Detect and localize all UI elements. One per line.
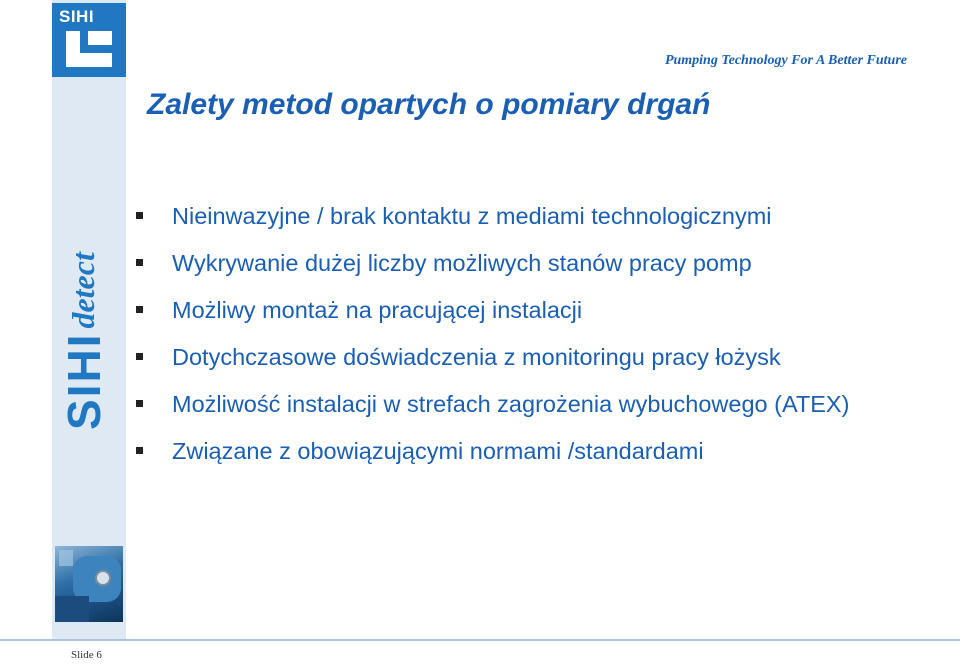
square-bullet-icon	[136, 259, 143, 266]
list-item	[136, 199, 849, 246]
list-item	[136, 434, 849, 481]
square-bullet-icon	[136, 353, 143, 360]
bullet-list	[136, 199, 849, 481]
bullet-text: Związane z obowiązującymi normami /standardami	[172, 438, 704, 464]
square-bullet-icon	[136, 306, 143, 313]
footer-divider	[0, 639, 960, 641]
list-item	[136, 387, 849, 434]
square-bullet-icon	[136, 400, 143, 407]
square-bullet-icon	[136, 447, 143, 454]
list-item	[136, 293, 849, 340]
brand-sihi-text: SIHI	[58, 332, 110, 430]
list-item	[136, 246, 849, 293]
sihi-detect-vertical-brand	[57, 252, 111, 430]
square-bullet-icon	[136, 212, 143, 219]
sihi-logo	[52, 3, 126, 77]
pump-photo	[55, 546, 123, 622]
company-tagline: Pumping Technology For A Better Future	[664, 53, 907, 68]
slide-title: Zalety metod opartych o pomiary drgań	[147, 88, 711, 121]
bullet-text: Możliwy montaż na pracującej instalacji	[172, 297, 583, 323]
bullet-text: Możliwość instalacji w strefach zagrożenia wybuchowego (ATEX)	[172, 391, 850, 417]
bullet-text: Wykrywanie dużej liczby możliwych stanów pracy pomp	[172, 250, 752, 276]
slide-number: Slide 6	[71, 649, 102, 661]
logo-text: SIHI	[59, 7, 95, 26]
bullet-text: Dotychczasowe doświadczenia z monitoringu pracy łożysk	[172, 344, 781, 370]
list-item	[136, 340, 849, 387]
logo-mark-icon	[66, 31, 112, 67]
bullet-text: Nieinwazyjne / brak kontaktu z mediami technologicznymi	[172, 203, 772, 229]
brand-detect-text: detect	[65, 252, 101, 329]
